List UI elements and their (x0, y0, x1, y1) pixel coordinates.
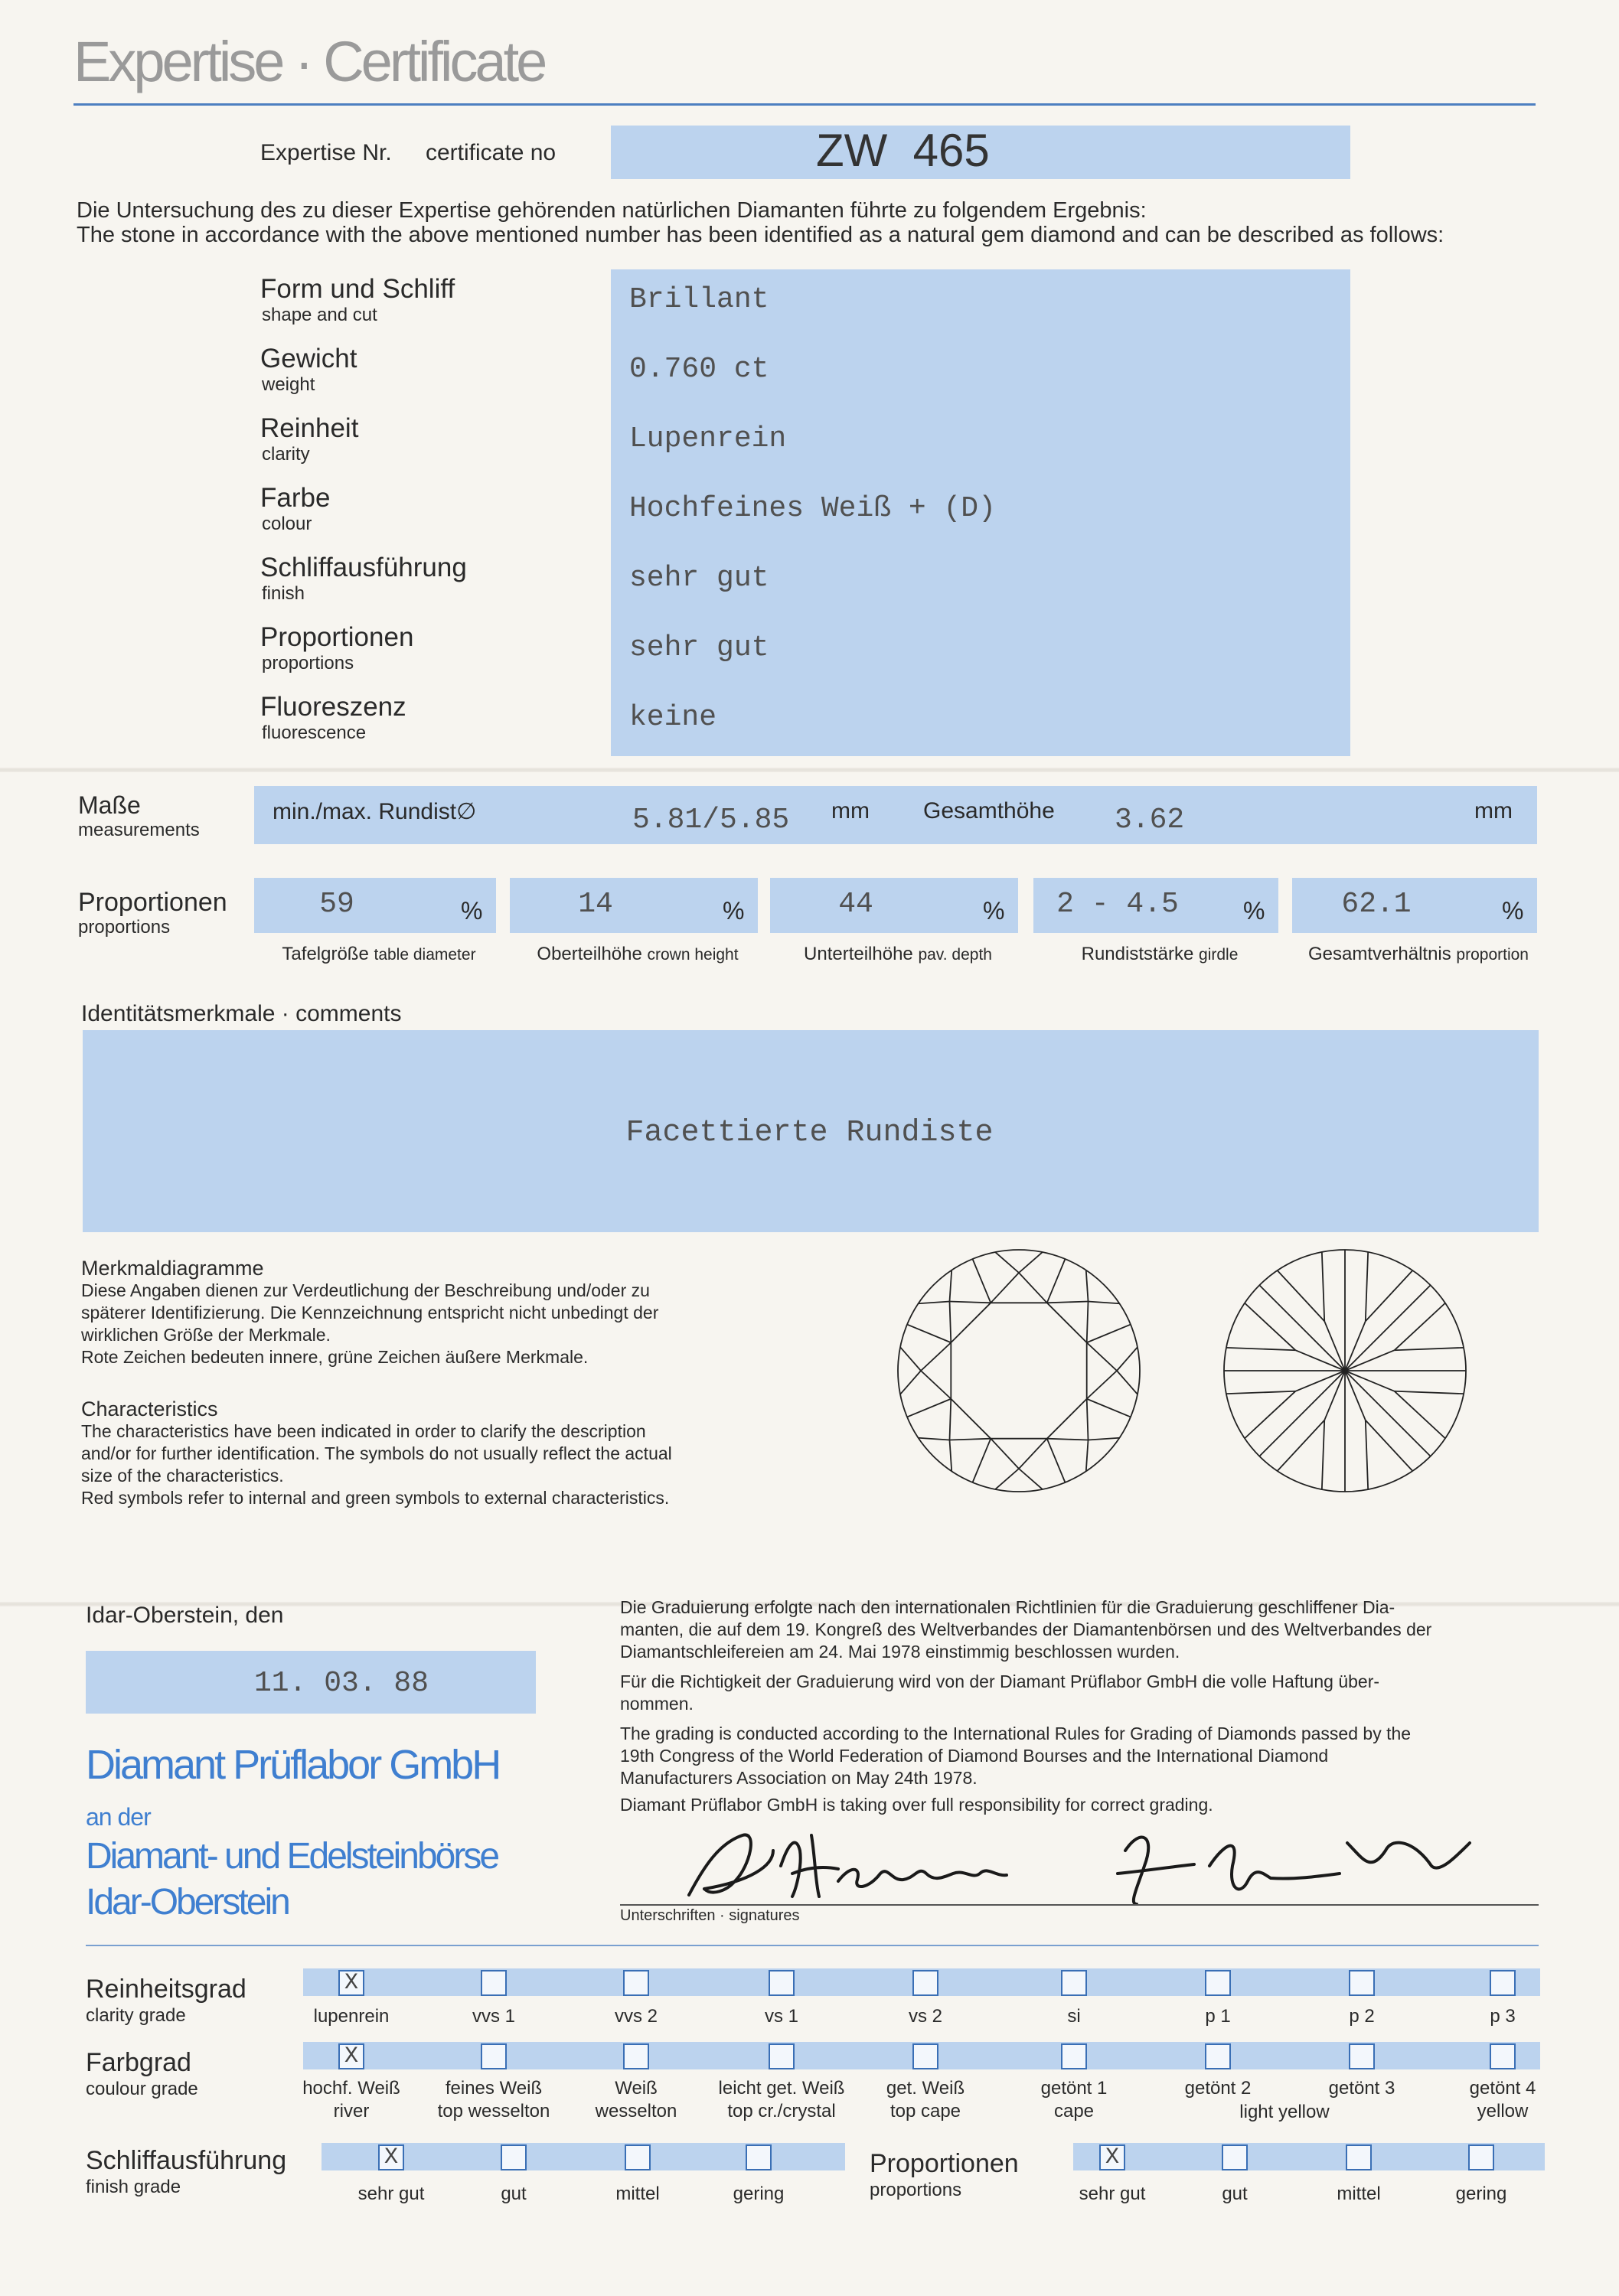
facet-line (1117, 1371, 1138, 1394)
proportion-label (1033, 944, 1286, 965)
facet-line (995, 1469, 1019, 1489)
proportion-unit: % (983, 897, 1005, 925)
colour-grade-checkbox[interactable] (481, 2043, 507, 2069)
facet-line (1086, 1270, 1089, 1302)
proportion-value: 44 (838, 888, 873, 921)
clarity-grade-label-en: clarity grade (86, 2005, 186, 2026)
facet-line (949, 1399, 951, 1440)
grading-text-line: Manufacturers Association on May 24th 1978. (620, 1768, 978, 1788)
light-yellow-label: light yellow (1239, 2102, 1330, 2122)
height-unit: mm (1474, 798, 1513, 823)
clarity-grade-label: si (1067, 2006, 1081, 2027)
diagram-text-line: and/or for further identification. The symbols do not usually reflect the actual (81, 1443, 672, 1463)
property-label-en: fluorescence (262, 722, 367, 743)
facet-line (949, 1301, 951, 1342)
title-rule (73, 103, 1536, 106)
comments-value: Facettierte Rundiste (625, 1116, 994, 1150)
lab-name: Diamant Prüflabor GmbH (86, 1742, 500, 1788)
diagram-text-line: späterer Identifizierung. Die Kennzeichnung entspricht nicht unbedingt der (81, 1303, 659, 1322)
diagram-text-line: size of the characteristics. (81, 1466, 284, 1486)
property-label-de: Gewicht (260, 344, 357, 373)
colour-grade-checkbox[interactable] (1490, 2043, 1516, 2069)
property-label-en: clarity (262, 444, 310, 465)
proportion-label-en: table diameter (374, 946, 476, 964)
clarity-grade-checkbox[interactable] (623, 1970, 649, 1996)
finish-grade-label: gering (733, 2183, 785, 2204)
facet-line (907, 1325, 951, 1343)
facet-line (1047, 1259, 1066, 1303)
paper-fold (0, 768, 1619, 772)
lab-bourse: Diamant- und Edelsteinbörse (86, 1836, 498, 1877)
proportion-grade-label-de: Proportionen (870, 2149, 1019, 2178)
cert-label-de: Expertise Nr. (260, 140, 392, 165)
colour-grade-label: getönt 1 (1040, 2078, 1108, 2099)
facet-line (1047, 1439, 1089, 1440)
facet-line (1087, 1371, 1117, 1399)
property-label-en: shape and cut (262, 305, 377, 325)
clarity-grade-checkbox[interactable] (1349, 1970, 1375, 1996)
diameter-value: 5.81/5.85 (632, 804, 790, 837)
property-value: Hochfeines Weiß + (D) (629, 492, 996, 525)
finish-grade-label: mittel (615, 2183, 660, 2204)
facet-line (949, 1440, 951, 1472)
finish-grade-checkbox[interactable] (625, 2144, 651, 2170)
lab-city: Idar-Oberstein (86, 1882, 289, 1923)
facet-line (1087, 1301, 1089, 1342)
grading-text-line: nommen. (620, 1694, 694, 1714)
facet-line (1366, 1270, 1413, 1321)
clarity-grade-checkbox[interactable] (912, 1970, 938, 1996)
property-value: Brillant (629, 283, 769, 316)
facet-line (921, 1371, 951, 1399)
clarity-grade-checkbox[interactable] (1490, 1970, 1516, 1996)
cert-number: ZW 465 (816, 125, 990, 176)
property-label-en: colour (262, 514, 312, 534)
clarity-grade-checkbox[interactable] (1061, 1970, 1087, 1996)
facet-line (919, 1438, 950, 1440)
signatures-label: Unterschriften · signatures (620, 1907, 800, 1924)
clarity-grade-label: lupenrein (313, 2006, 390, 2027)
proportion-label (1292, 944, 1545, 965)
facet-line (949, 1301, 991, 1303)
place-label: Idar-Oberstein, den (86, 1603, 284, 1628)
colour-grade-label-de: Farbgrad (86, 2048, 191, 2077)
proportion-grade-checkbox[interactable]: X (1099, 2144, 1125, 2170)
finish-grade-label-en: finish grade (86, 2177, 181, 2197)
facet-line (1089, 1301, 1120, 1303)
property-label-de: Schliffausführung (260, 553, 467, 582)
colour-grade-checkbox[interactable] (623, 2043, 649, 2069)
height-value: 3.62 (1115, 804, 1185, 837)
facet-line (919, 1301, 950, 1303)
grading-text-line: 19th Congress of the World Federation of Diamond Bourses and the International Diamond (620, 1746, 1329, 1766)
proportion-label-de: Rundiststärke (1081, 944, 1200, 964)
facet-line (1087, 1399, 1089, 1440)
clarity-grade-label-de: Reinheitsgrad (86, 1975, 246, 2004)
facet-line (973, 1439, 991, 1482)
grading-text-line: Diamant Prüflabor GmbH is taking over full responsibility for correct grading. (620, 1795, 1213, 1815)
diagram-text-line: Red symbols refer to internal and green symbols to external characteristics. (81, 1488, 670, 1508)
clarity-grade-label: p 1 (1205, 2006, 1231, 2027)
facet-line (991, 1273, 1019, 1303)
facet-line (921, 1342, 951, 1371)
proportion-grade-label: sehr gut (1079, 2183, 1146, 2204)
proportion-grade-checkbox[interactable] (1468, 2144, 1494, 2170)
colour-grade-label: getönt 4 (1469, 2078, 1536, 2099)
proportion-grade-label: gering (1455, 2183, 1507, 2204)
facet-line (973, 1259, 991, 1303)
facet-line (1366, 1420, 1368, 1489)
cert-label-en: certificate no (426, 140, 557, 165)
property-label-de: Fluoreszenz (260, 692, 406, 722)
diagram-text-line: The characteristics have been indicated in order to clarify the description (81, 1421, 646, 1441)
clarity-grade-label: vs 2 (908, 2006, 942, 2027)
clarity-grade-label: vs 1 (764, 2006, 798, 2027)
facet-line (949, 1270, 951, 1302)
proportion-label-en: girdle (1199, 946, 1239, 964)
facet-line (1395, 1391, 1464, 1394)
facet-line (991, 1439, 1019, 1469)
facet-line (1366, 1252, 1368, 1321)
clarity-grade-checkbox[interactable] (481, 1970, 507, 1996)
finish-grade-checkbox[interactable] (501, 2144, 527, 2170)
facet-line (1089, 1438, 1120, 1440)
proportion-label-de: Unterteilhöhe (804, 944, 919, 964)
proportion-label-en: pav. depth (918, 946, 992, 964)
facet-line (1047, 1301, 1089, 1303)
facet-line (1117, 1347, 1138, 1371)
proportion-label-de: Tafelgröße (282, 944, 374, 964)
property-label-en: proportions (262, 653, 354, 673)
facet-line (1366, 1420, 1413, 1471)
finish-grade-label-de: Schliffausführung (86, 2146, 287, 2175)
finish-grade-checkbox[interactable]: X (378, 2144, 404, 2170)
property-label-de: Farbe (260, 483, 331, 513)
facet-line (1019, 1469, 1043, 1489)
property-label-en: weight (262, 374, 315, 395)
property-label-de: Reinheit (260, 413, 359, 443)
grades-rule (86, 1945, 1539, 1946)
property-value: sehr gut (629, 631, 769, 664)
proportion-label-en: proportion (1456, 946, 1529, 964)
facet-line (1019, 1252, 1043, 1273)
measurements-label-de: Maße (78, 791, 141, 819)
colour-grade-label: getönt 2 (1184, 2078, 1252, 2099)
diagram-text-line: Rote Zeichen bedeuten innere, grüne Zeichen äußere Merkmale. (81, 1347, 589, 1367)
facet-line (1087, 1325, 1131, 1343)
grading-text-line: Für die Richtigkeit der Graduierung wird von der Diamant Prüflabor GmbH die volle Haftung über- (620, 1671, 1380, 1691)
colour-grade-label-en: cape (1053, 2101, 1095, 2122)
clarity-grade-label: vvs 2 (614, 2006, 658, 2027)
grading-text-line: Diamantschleifereien am 24. Mai 1978 einstimmig beschlossen wurden. (620, 1642, 1180, 1662)
facet-line (1278, 1420, 1325, 1471)
proportion-unit: % (1243, 897, 1265, 925)
facet-line (1047, 1439, 1066, 1482)
diagram-title-de: Merkmaldiagramme (81, 1257, 264, 1280)
diagram-text-line: wirklichen Größe der Merkmale. (81, 1325, 331, 1345)
finish-grade-checkbox[interactable] (746, 2144, 772, 2170)
property-label-de: Form und Schliff (260, 274, 455, 304)
property-value: Lupenrein (629, 422, 787, 455)
colour-grade-checkbox[interactable] (1061, 2043, 1087, 2069)
proportion-grade-label: mittel (1337, 2183, 1381, 2204)
proportion-label (254, 944, 504, 965)
proportion-unit: % (723, 897, 745, 925)
colour-grade-label-en: top wesselton (437, 2101, 550, 2122)
facet-line (900, 1371, 921, 1394)
facet-line (900, 1347, 921, 1371)
clarity-grade-checkbox[interactable]: X (338, 1970, 364, 1996)
grading-text-line: Die Graduierung erfolgte nach den internationalen Richtlinien für die Graduierung geschliffener Dia- (620, 1597, 1395, 1617)
proportion-label (510, 944, 765, 965)
property-value: keine (629, 701, 717, 734)
colour-grade-checkbox[interactable] (1205, 2043, 1231, 2069)
facet-line (907, 1399, 951, 1417)
signatures-image (658, 1820, 1546, 1912)
facet-line (1322, 1252, 1324, 1321)
proportion-label (770, 944, 1026, 965)
colour-grade-label: feines Weiß (445, 2078, 543, 2099)
colour-grade-label-en: yellow (1477, 2101, 1529, 2122)
proportion-value: 2 - 4.5 (1056, 888, 1179, 921)
facet-line (1278, 1270, 1325, 1321)
diameter-unit: mm (831, 798, 870, 823)
proportion-grade-checkbox[interactable] (1222, 2144, 1248, 2170)
crown-diagram (893, 1244, 1145, 1497)
grading-text-line: manten, die auf dem 19. Kongreß des Weltverbandes der Diamantenbörsen und des Weltverbandes der (620, 1619, 1432, 1639)
facet-line (1226, 1391, 1295, 1394)
colour-grade-label-en: river (333, 2101, 370, 2122)
diagram-text-line: Diese Angaben dienen zur Verdeutlichung der Beschreibung und/oder zu (81, 1280, 650, 1300)
colour-grade-label: leicht get. Weiß (718, 2078, 845, 2099)
property-label-en: finish (262, 583, 305, 604)
clarity-grade-checkbox[interactable] (769, 1970, 795, 1996)
facet-line (1087, 1342, 1117, 1371)
comments-label: Identitätsmerkmale · comments (81, 1001, 402, 1026)
colour-grade-label: get. Weiß (886, 2078, 965, 2099)
certificate-title: Expertise · Certificate (73, 30, 545, 93)
facet-line (1245, 1303, 1295, 1351)
proportions-label-en: proportions (78, 917, 171, 938)
colour-grade-checkbox[interactable] (912, 2043, 938, 2069)
facet-line (1322, 1420, 1324, 1489)
facet-line (1086, 1440, 1089, 1472)
finish-grade-label: gut (501, 2183, 527, 2204)
proportion-value: 14 (578, 888, 613, 921)
clarity-grade-checkbox[interactable] (1205, 1970, 1231, 1996)
proportion-label-de: Oberteilhöhe (537, 944, 648, 964)
proportion-grade-label: gut (1222, 2183, 1248, 2204)
height-label: Gesamthöhe (923, 798, 1055, 823)
proportion-unit: % (1502, 897, 1524, 925)
proportion-grade-label-en: proportions (870, 2180, 962, 2200)
clarity-grade-label: p 2 (1349, 2006, 1375, 2027)
facet-line (1395, 1303, 1445, 1351)
facet-line (1226, 1348, 1295, 1350)
facet-line (1395, 1348, 1464, 1350)
property-label-de: Proportionen (260, 622, 414, 652)
proportion-grade-checkbox[interactable] (1346, 2144, 1372, 2170)
grading-text-line: The grading is conducted according to the International Rules for Grading of Diamonds passed by the (620, 1724, 1412, 1743)
colour-grade-checkbox[interactable] (1349, 2043, 1375, 2069)
measurements-label-en: measurements (78, 820, 200, 840)
facet-line (1245, 1391, 1295, 1439)
clarity-grade-label: vvs 1 (472, 2006, 515, 2027)
date-value: 11. 03. 88 (254, 1667, 429, 1700)
colour-grade-checkbox[interactable] (769, 2043, 795, 2069)
colour-grade-checkbox[interactable]: X (338, 2043, 364, 2069)
facet-line (1019, 1439, 1047, 1469)
colour-grade-label: Weiß (615, 2078, 658, 2099)
proportion-label-de: Gesamtverhältnis (1308, 944, 1457, 964)
property-value: 0.760 ct (629, 353, 769, 386)
proportion-label-en: crown height (647, 946, 739, 964)
colour-grade-label: hochf. Weiß (302, 2078, 400, 2099)
lab-an-der: an der (86, 1803, 151, 1831)
clarity-grade-label: p 3 (1490, 2006, 1516, 2027)
intro-de: Die Untersuchung des zu dieser Expertise gehörenden natürlichen Diamanten führte zu folgendem Ergebnis: (77, 198, 1147, 223)
proportion-value: 62.1 (1341, 888, 1412, 921)
pavilion-diagram (1219, 1244, 1471, 1497)
facet-line (1087, 1399, 1131, 1417)
intro-en: The stone in accordance with the above mentioned number has been identified as a natural gem diamond and can be described as follows: (77, 223, 1444, 247)
diagram-title-en: Characteristics (81, 1397, 218, 1420)
proportion-unit: % (461, 897, 483, 925)
facet-line (1395, 1391, 1445, 1439)
signature-line (620, 1904, 1539, 1906)
colour-grade-label-en: top cape (889, 2101, 961, 2122)
finish-grade-label: sehr gut (357, 2183, 425, 2204)
colour-grade-label: getönt 3 (1328, 2078, 1395, 2099)
colour-grade-label-en: top cr./crystal (727, 2101, 836, 2122)
proportion-value: 59 (319, 888, 354, 921)
property-value: sehr gut (629, 562, 769, 595)
facet-line (1019, 1273, 1047, 1303)
facet-line (949, 1439, 991, 1440)
colour-grade-label-en: coulour grade (86, 2079, 198, 2099)
facet-line (995, 1252, 1019, 1273)
colour-grade-label-en: wesselton (595, 2101, 677, 2122)
proportions-label-de: Proportionen (78, 888, 227, 917)
diameter-label: min./max. Rundist∅ (273, 799, 477, 824)
